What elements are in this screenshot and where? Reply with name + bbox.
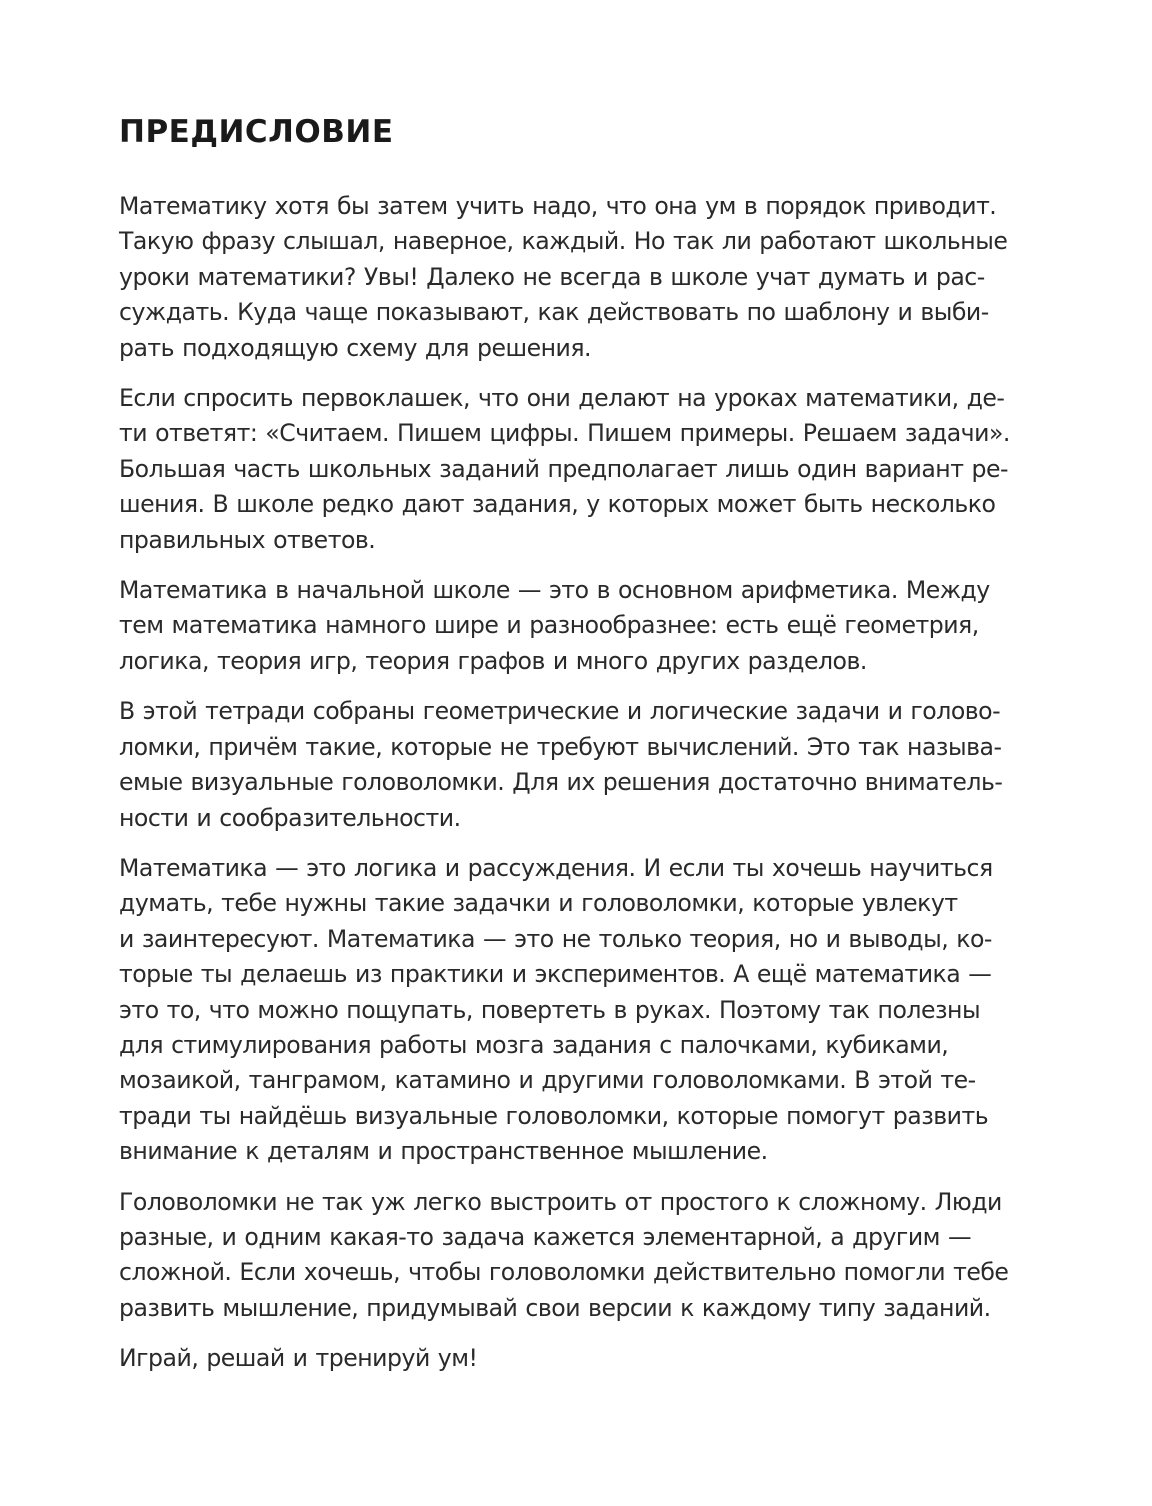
paragraph-5	[119, 851, 1039, 1170]
paragraph-2	[119, 381, 1039, 558]
text-line: В этой тетради собраны геометрические и логические задачи и голово-	[119, 697, 1001, 726]
text-line: емые визуальные головоломки. Для их решения достаточно вниматель-	[119, 768, 1003, 797]
text-line: ности и сообразительности.	[119, 803, 461, 832]
text-line: мозаикой, танграмом, катамино и другими головоломками. В этой те-	[119, 1066, 976, 1095]
paragraph-1	[119, 189, 1039, 366]
text-line: ломки, причём такие, которые не требуют вычислений. Это так называ-	[119, 732, 1002, 761]
text-line: Математику хотя бы затем учить надо, что она ум в порядок приводит.	[119, 192, 997, 220]
text-line: правильных ответов.	[119, 525, 376, 554]
page	[119, 112, 1039, 1392]
text-line: Если спросить первоклашек, что они делают на уроках математики, де-	[119, 384, 1005, 413]
text-line: ти ответят: «Считаем. Пишем цифры. Пишем примеры. Решаем задачи».	[119, 419, 1010, 448]
text-line: это то, что можно пощупать, повертеть в руках. Поэтому так полезны	[119, 995, 981, 1024]
paragraph-7	[119, 1341, 1039, 1376]
text-line: логика, теория игр, теория графов и много других разделов.	[119, 646, 867, 675]
body-text	[119, 189, 1039, 1377]
text-line: суждать. Куда чаще показывают, как действовать по шаблону и выби-	[119, 298, 989, 327]
text-line: рать подходящую схему для решения.	[119, 333, 592, 362]
text-line: тем математика намного шире и разнообразнее: есть ещё геометрия,	[119, 611, 979, 640]
text-line: Такую фразу слышал, наверное, каждый. Но так ли работают школьные	[119, 227, 1008, 256]
text-line: Головоломки не так уж легко выстроить от простого к сложному. Люди	[119, 1187, 1002, 1216]
text-line: думать, тебе нужны такие задачки и головоломки, которые увлекут	[119, 889, 958, 918]
text-line: Большая часть школьных заданий предполагает лишь один вариант ре-	[119, 454, 1008, 483]
paragraph-4	[119, 694, 1039, 836]
text-line: уроки математики? Увы! Далеко не всегда в школе учат думать и рас-	[119, 262, 985, 291]
text-line: разные, и одним какая-то задача кажется элементарной, а другим —	[119, 1222, 972, 1251]
text-line: внимание к деталям и пространственное мышление.	[119, 1137, 768, 1166]
text-line: тради ты найдёшь визуальные головоломки, которые помогут развить	[119, 1101, 989, 1130]
text-line: торые ты делаешь из практики и экспериментов. А ещё математика —	[119, 960, 992, 989]
text-line: развить мышление, придумывай свои версии к каждому типу заданий.	[119, 1293, 991, 1322]
paragraph-3	[119, 573, 1039, 679]
text-line: сложной. Если хочешь, чтобы головоломки действительно помогли тебе	[119, 1258, 1009, 1287]
text-line: для стимулирования работы мозга задания с палочками, кубиками,	[119, 1030, 949, 1059]
text-line: Играй, решай и тренируй ум!	[119, 1344, 478, 1373]
text-line: и заинтересуют. Математика — это не только теория, но и выводы, ко-	[119, 924, 992, 953]
text-line: Математика — это логика и рассуждения. И если ты хочешь научиться	[119, 853, 993, 882]
page-title: ПРЕДИСЛОВИЕ	[119, 114, 394, 150]
text-line: Математика в начальной школе — это в основном арифметика. Между	[119, 576, 990, 605]
text-line: шения. В школе редко дают задания, у которых может быть несколько	[119, 490, 996, 519]
paragraph-6	[119, 1185, 1039, 1327]
